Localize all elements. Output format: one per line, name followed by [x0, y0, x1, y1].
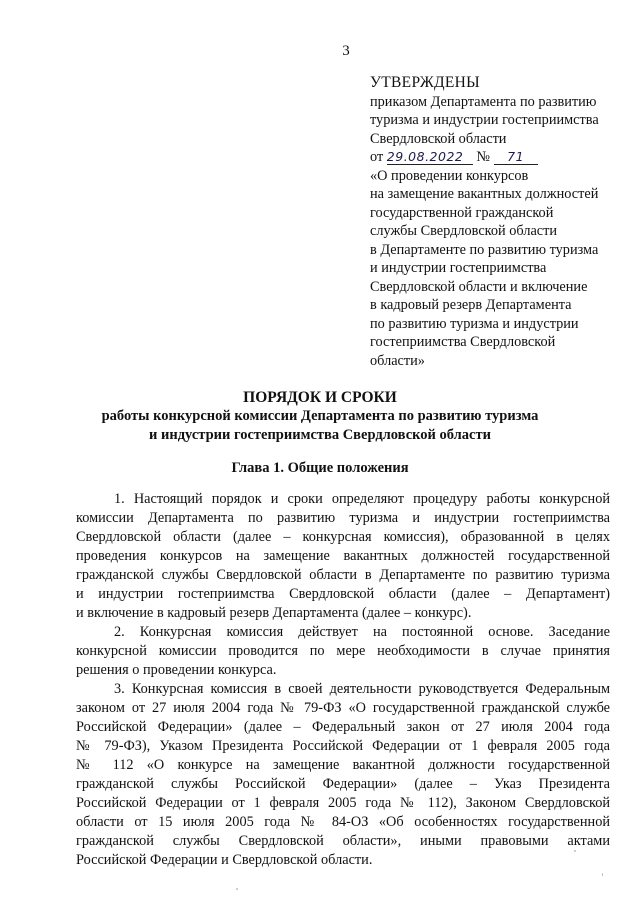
approval-line: «О проведении конкурсов: [370, 167, 529, 184]
paragraph-line: проведения конкурсов на замещение вакантных должностей государственной: [76, 548, 610, 564]
body-text: [76, 490, 610, 870]
paragraph-line: решения о проведении конкурса.: [76, 662, 277, 678]
number-prefix: №: [476, 149, 491, 165]
approval-line: и индустрии гостеприимства: [370, 260, 547, 276]
date-prefix: от: [370, 149, 384, 165]
approval-line: по развитию туризма и индустрии: [370, 315, 579, 332]
approval-line: Свердловской области: [370, 130, 507, 147]
paragraph-line: № 79-ФЗ), Указом Президента Российской Федерации от 1 февраля 2005 года: [76, 738, 610, 754]
paragraph-line: Свердловской области (далее – конкурсная комиссия), образованной в целях: [76, 529, 610, 545]
paragraph-line: Российской Федерации и Свердловской области.: [76, 852, 373, 868]
paragraph-line: 1. Настоящий порядок и сроки определяют процедуру работы конкурсной: [114, 491, 610, 507]
approval-line: службы Свердловской области: [370, 223, 558, 239]
document-subtitle: и индустрии гостеприимства Свердловской области: [149, 427, 491, 443]
page-number: 3: [342, 43, 350, 59]
document-title: ПОРЯДОК И СРОКИ: [243, 389, 397, 406]
approval-line: туризма и индустрии гостеприимства: [370, 112, 599, 128]
handwritten-date: 29.08.2022: [387, 150, 473, 165]
approval-line: в кадровый резерв Департамента: [370, 297, 572, 313]
chapter-title: Глава 1. Общие положения: [231, 460, 409, 476]
approval-line: гостеприимства Свердловской: [370, 334, 556, 350]
paragraph-line: конкурсной комиссии проводится по мере необходимости в случае принятия: [76, 643, 610, 659]
approval-line: области»: [370, 352, 425, 369]
scan-speck: [236, 888, 238, 890]
paragraph-line: и включение в кадровый резерв Департамента (далее – конкурс).: [76, 605, 472, 621]
paragraph-line: 3. Конкурсная комиссия в своей деятельности руководствуется Федеральным: [114, 681, 610, 697]
handwritten-number: 71: [494, 150, 538, 165]
paragraph-line: Российской Федерации» (далее – Федеральный закон от 27 июля 2004 года: [76, 719, 610, 735]
scan-speck: [574, 850, 576, 852]
paragraph-line: Российской Федерации от 1 февраля 2005 года № 112), Законом Свердловской: [76, 795, 610, 811]
approval-line: Свердловской области и включение: [370, 278, 588, 295]
approval-line: приказом Департамента по развитию: [370, 93, 597, 110]
paragraph-line: 2. Конкурсная комиссия действует на постоянной основе. Заседание: [114, 624, 610, 640]
paragraph-line: гражданской службы Российской Федерации» (далее – Указ Президента: [76, 776, 610, 792]
paragraph-line: области от 15 июля 2005 года № 84-ОЗ «Об особенностях государственной: [76, 814, 610, 830]
paragraph-line: гражданской службы Свердловской области в Департаменте по развитию туризма: [76, 567, 610, 583]
approval-heading: УТВЕРЖДЕНЫ: [370, 74, 480, 91]
approval-date-line: [370, 148, 630, 167]
paragraph-line: № 112 «О конкурсе на замещение вакантной должности государственной: [76, 757, 610, 773]
approval-line: на замещение вакантных должностей: [370, 186, 599, 202]
paragraph-line: и индустрии гостеприимства Свердловской области (далее – Департамент): [76, 586, 610, 602]
paragraph-line: комиссии Департамента по развитию туризма и индустрии гостеприимства: [76, 510, 610, 526]
scan-speck: [602, 873, 603, 876]
approval-line: в Департаменте по развитию туризма: [370, 241, 599, 258]
approval-block: [370, 74, 630, 370]
paragraph-line: законом от 27 июля 2004 года № 79-ФЗ «О государственной гражданской службе: [76, 700, 610, 716]
paragraph-line: гражданской службы Свердловской области», иными правовыми актами: [76, 833, 610, 849]
approval-line: государственной гражданской: [370, 204, 554, 221]
document-subtitle: работы конкурсной комиссии Департамента по развитию туризма: [101, 408, 539, 424]
